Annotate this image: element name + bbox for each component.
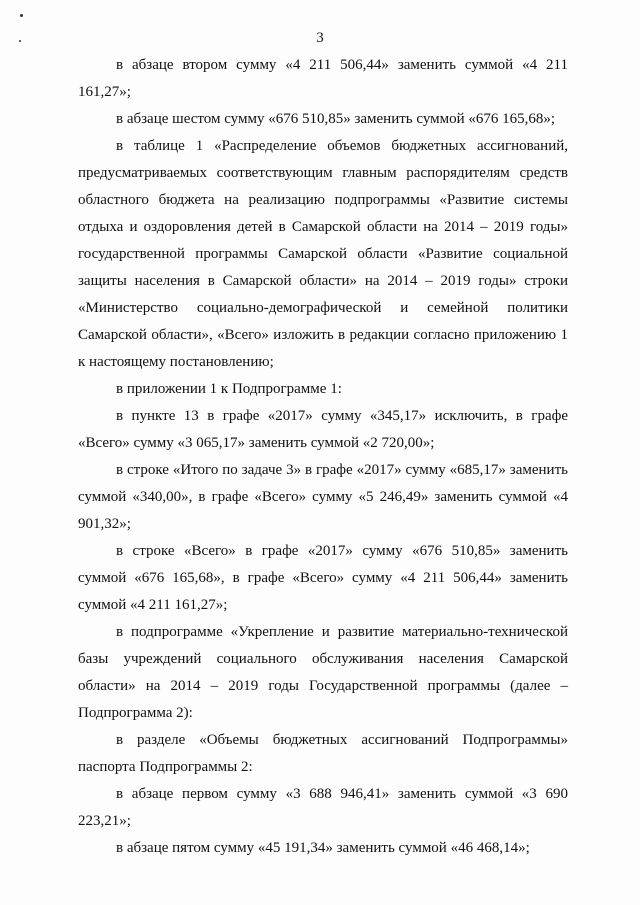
paragraph-1: в абзаце втором сумму «4 211 506,44» заменить суммой «4 211 161,27»; <box>78 57 568 100</box>
paragraph-7: в строке «Всего» в графе «2017» сумму «676 510,85» заменить суммой «676 165,68», в графе «Всего» сумму «4 211 506,44» заменить суммой «4 211 161,27»; <box>78 543 568 613</box>
scan-speck <box>20 14 23 17</box>
page-number: 3 <box>316 30 324 46</box>
paragraph-9: в разделе «Объемы бюджетных ассигнований Подпрограммы» паспорта Подпрограммы 2: <box>78 732 568 775</box>
paragraph-3: в таблице 1 «Распределение объемов бюджетных ассигнований, предусматриваемых соответствующим главным распорядителям средств областного бюджета на реализацию подпрограммы «Развитие системы отдыха и оздоровления детей в Самарской области на 2014 – 2019 годы» государственной программы Самарской области «Развитие социальной защиты населения в Самарской области» на 2014 – 2019 годы» строки «Министерство социально-демографической и семейной политики Самарской области», «Всего» изложить в редакции согласно приложению 1 к настоящему постановлению; <box>78 138 568 370</box>
paragraph-8: в подпрограмме «Укрепление и развитие материально-технической базы учреждений социального обслуживания населения Самарской области» на 2014 – 2019 годы Государственной программы (далее – Подпрограмма 2): <box>78 624 568 721</box>
paragraph-10: в абзаце первом сумму «3 688 946,41» заменить суммой «3 690 223,21»; <box>78 786 568 829</box>
paragraph-2: в абзаце шестом сумму «676 510,85» заменить суммой «676 165,68»; <box>116 111 556 127</box>
document-body <box>78 52 568 862</box>
paragraph-11: в абзаце пятом сумму «45 191,34» заменить суммой «46 468,14»; <box>116 840 530 856</box>
paragraph-4: в приложении 1 к Подпрограмме 1: <box>116 381 342 397</box>
paragraph-6: в строке «Итого по задаче 3» в графе «2017» сумму «685,17» заменить суммой «340,00», в графе «Всего» сумму «5 246,49» заменить суммой «4 901,32»; <box>78 462 568 532</box>
paragraph-5: в пункте 13 в графе «2017» сумму «345,17» исключить, в графе «Всего» сумму «3 065,17» заменить суммой «2 720,00»; <box>78 408 568 451</box>
